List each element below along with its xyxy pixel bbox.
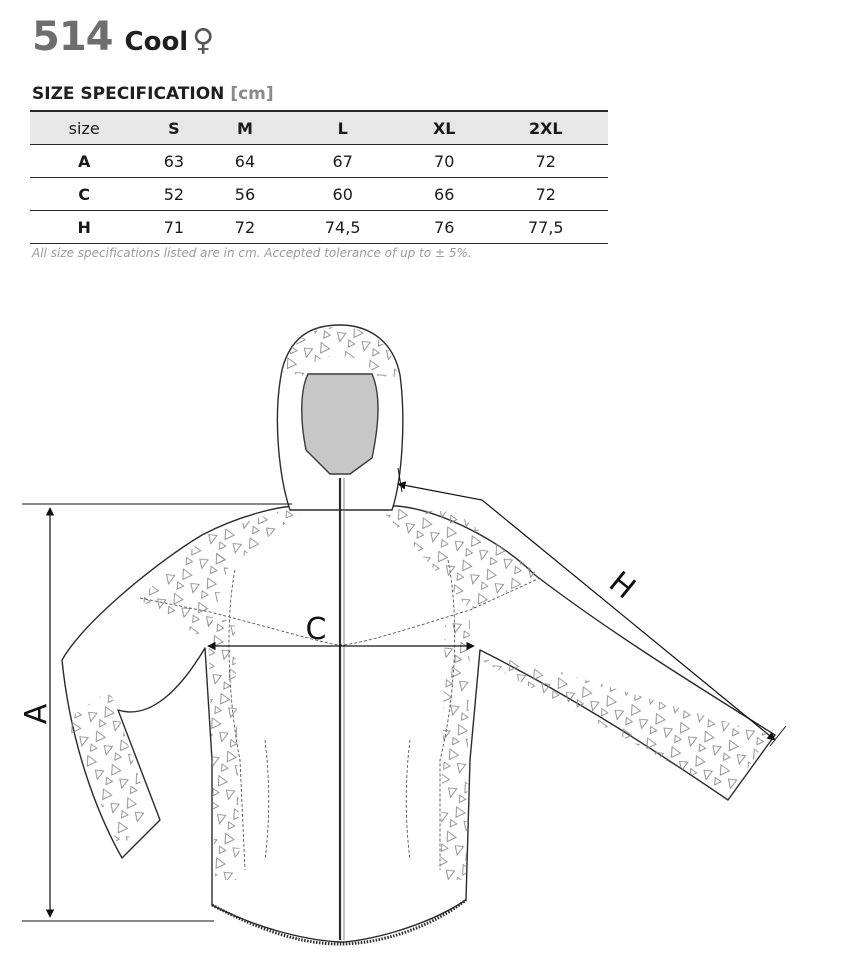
table-cell: 52 [163,184,185,204]
size-spec-title: SIZE SPECIFICATION [32,84,225,104]
table-cell: 72 [535,151,556,171]
table-cell: 74,5 [324,217,361,237]
product-code: 514 [32,14,113,60]
row-label: H [77,217,91,237]
column-header: S [168,118,180,138]
table-cell: 70 [434,151,455,171]
dimension-label-a: A [19,703,54,725]
product-name: Cool [124,27,189,57]
table-cell: 71 [163,217,185,237]
table-cell: 63 [163,151,185,171]
dimension-label-h: H [602,564,642,607]
column-header: M [237,118,253,138]
table-cell: 64 [234,151,256,171]
table-cell: 77,5 [527,217,564,237]
right-side-panel-print [440,620,470,880]
table-cell: 72 [535,184,556,204]
table-cell: 66 [434,184,455,204]
table-cell: 72 [234,217,256,237]
column-header: 2XL [528,118,563,138]
column-header: XL [432,118,456,138]
row-label: C [78,184,91,204]
column-header: size [68,118,100,138]
table-cell: 60 [332,184,353,204]
table-cell: 56 [234,184,256,204]
dimension-label-c: C [305,612,327,647]
column-header: L [337,118,348,138]
table-cell: 76 [434,217,455,237]
female-symbol-icon: ♀ [192,23,215,58]
row-label: A [77,151,91,171]
size-spec-unit: [cm] [230,84,274,104]
table-cell: 67 [332,151,353,171]
tolerance-note: All size specifications listed are in cm. Accepted tolerance of up to ± 5%. [32,246,472,260]
